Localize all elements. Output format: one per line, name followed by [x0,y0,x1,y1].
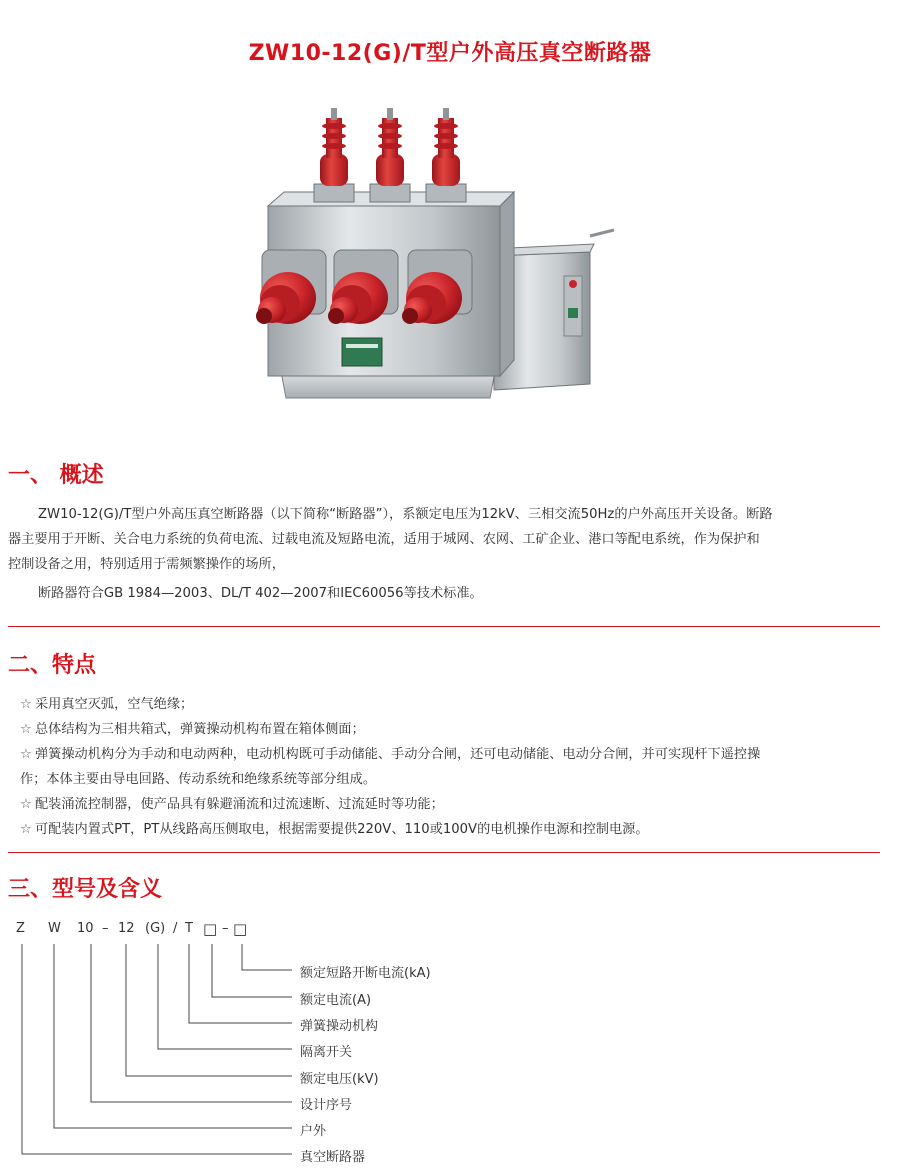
overview-standards-line: 断路器符合GB 1984—2003、DL/T 402—2007和IEC60056等技术标准。 [38,586,483,601]
model-char-dash: – [102,921,109,936]
section-heading-overview: 一、 概述 [8,463,104,488]
label-vacuum-circuit-breaker: 真空断路器 [300,1150,366,1165]
label-spring-operating-mechanism: 弹簧操动机构 [300,1019,379,1034]
model-char-t: T [185,921,193,936]
label-rated-voltage: 额定电压(kV) [300,1072,379,1087]
section-heading-features: 二、特点 [8,653,97,678]
model-char-z: Z [16,921,25,936]
label-design-serial-number: 设计序号 [300,1098,353,1113]
star-icon: ☆ [20,797,32,812]
page-title: ZW10-12(G)/T型户外高压真空断路器 [248,41,652,66]
model-char-g: (G) [145,921,166,936]
star-icon: ☆ [20,722,32,737]
star-icon: ☆ [20,747,32,762]
model-char-w: W [48,921,61,936]
model-char-slash: / [173,921,178,936]
model-char-box-breaking: □ [233,920,248,938]
feature-item: ☆ 可配装内置式PT，PT从线路高压侧取电，根据需要提供220V、110或100V的电机操作电源和控制电源。 [20,817,886,842]
section-heading-model: 三、型号及含义 [8,877,163,902]
feature-item: ☆ 采用真空灭弧，空气绝缘； [20,692,886,717]
star-icon: ☆ [20,822,32,837]
label-rated-current: 额定电流(A) [300,993,372,1008]
model-char-12: 12 [118,921,135,936]
model-char-box-current: □ [203,920,218,938]
feature-item-continuation: 作；本体主要由导电回路、传动系统和绝缘系统等部分组成。 [20,772,377,787]
model-char-dash: – [222,921,229,936]
label-rated-short-circuit-breaking-current: 额定短路开断电流(kA) [300,966,431,981]
feature-item: ☆ 配装涌流控制器，使产品具有躲避涌流和过流速断、过流延时等功能； [20,792,886,817]
label-isolating-switch: 隔离开关 [300,1045,353,1060]
label-outdoor: 户外 [300,1124,327,1139]
star-icon: ☆ [20,697,32,712]
feature-item: ☆ 弹簧操动机构分为手动和电动两种，电动机构既可手动储能、手动分合闸，还可电动储能、电动分合闸，并可实现杆下遥控操 [20,742,886,767]
overview-paragraph-line-1: ZW10-12(G)/T型户外高压真空断路器（以下简称“断路器”），系额定电压为12kV、三相交流50Hz的户外高压开关设备。断路 [38,507,773,522]
overview-paragraph-line-2: 器主要用于开断、关合电力系统的负荷电流、过载电流及短路电流，适用于城网、农网、工矿企业、港口等配电系统，作为保护和 [8,532,760,547]
model-char-10: 10 [77,921,94,936]
overview-paragraph-line-3: 控制设备之用，特别适用于需频繁操作的场所， [8,557,285,572]
feature-item: ☆ 总体结构为三相共箱式，弹簧操动机构布置在箱体侧面； [20,717,886,742]
